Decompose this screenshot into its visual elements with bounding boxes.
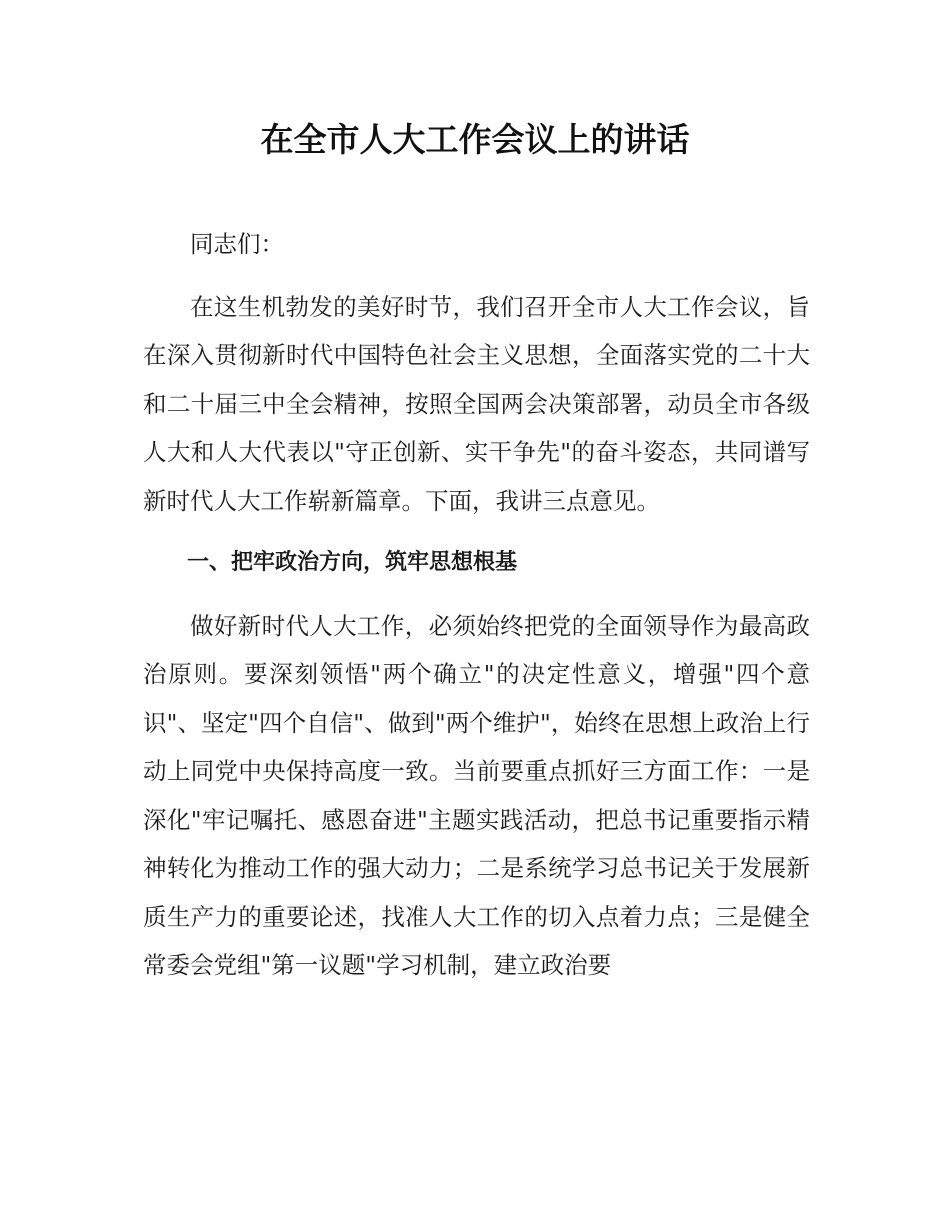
section-body-1: 做好新时代人大工作，必须始终把党的全面领导作为最高政治原则。要深刻领悟"两个确立"的决定性意义，增强"四个意识"、坚定"四个自信"、做到"两个维护"，始终在思想上政治上行动上同党中央保持高度一致。当前要重点抓好三方面工作：一是深化"牢记嘱托、感恩奋进"主题实践活动，把总书记重要指示精神转化为推动工作的强大动力；二是系统学习总书记关于发展新质生产力的重要论述，找准人大工作的切入点着力点；三是健全常委会党组"第一议题"学习机制，建立政治要 — [143, 611, 810, 979]
document-body — [143, 220, 810, 1004]
section-heading-1: 一、把牢政治方向，筑牢思想根基 — [187, 550, 518, 575]
intro-paragraph: 在这生机勃发的美好时节，我们召开全市人大工作会议，旨在深入贯彻新时代中国特色社会主义思想，全面落实党的二十大和二十届三中全会精神，按照全国两会决策部署，动员全市各级人大和人大代表以"守正创新、实干争先"的奋斗姿态，共同谱写新时代人大工作崭新篇章。下面，我讲三点意见。 — [143, 292, 810, 515]
document-title: 在全市人大工作会议上的讲话 — [260, 120, 690, 159]
salutation: 同志们： — [190, 230, 284, 258]
